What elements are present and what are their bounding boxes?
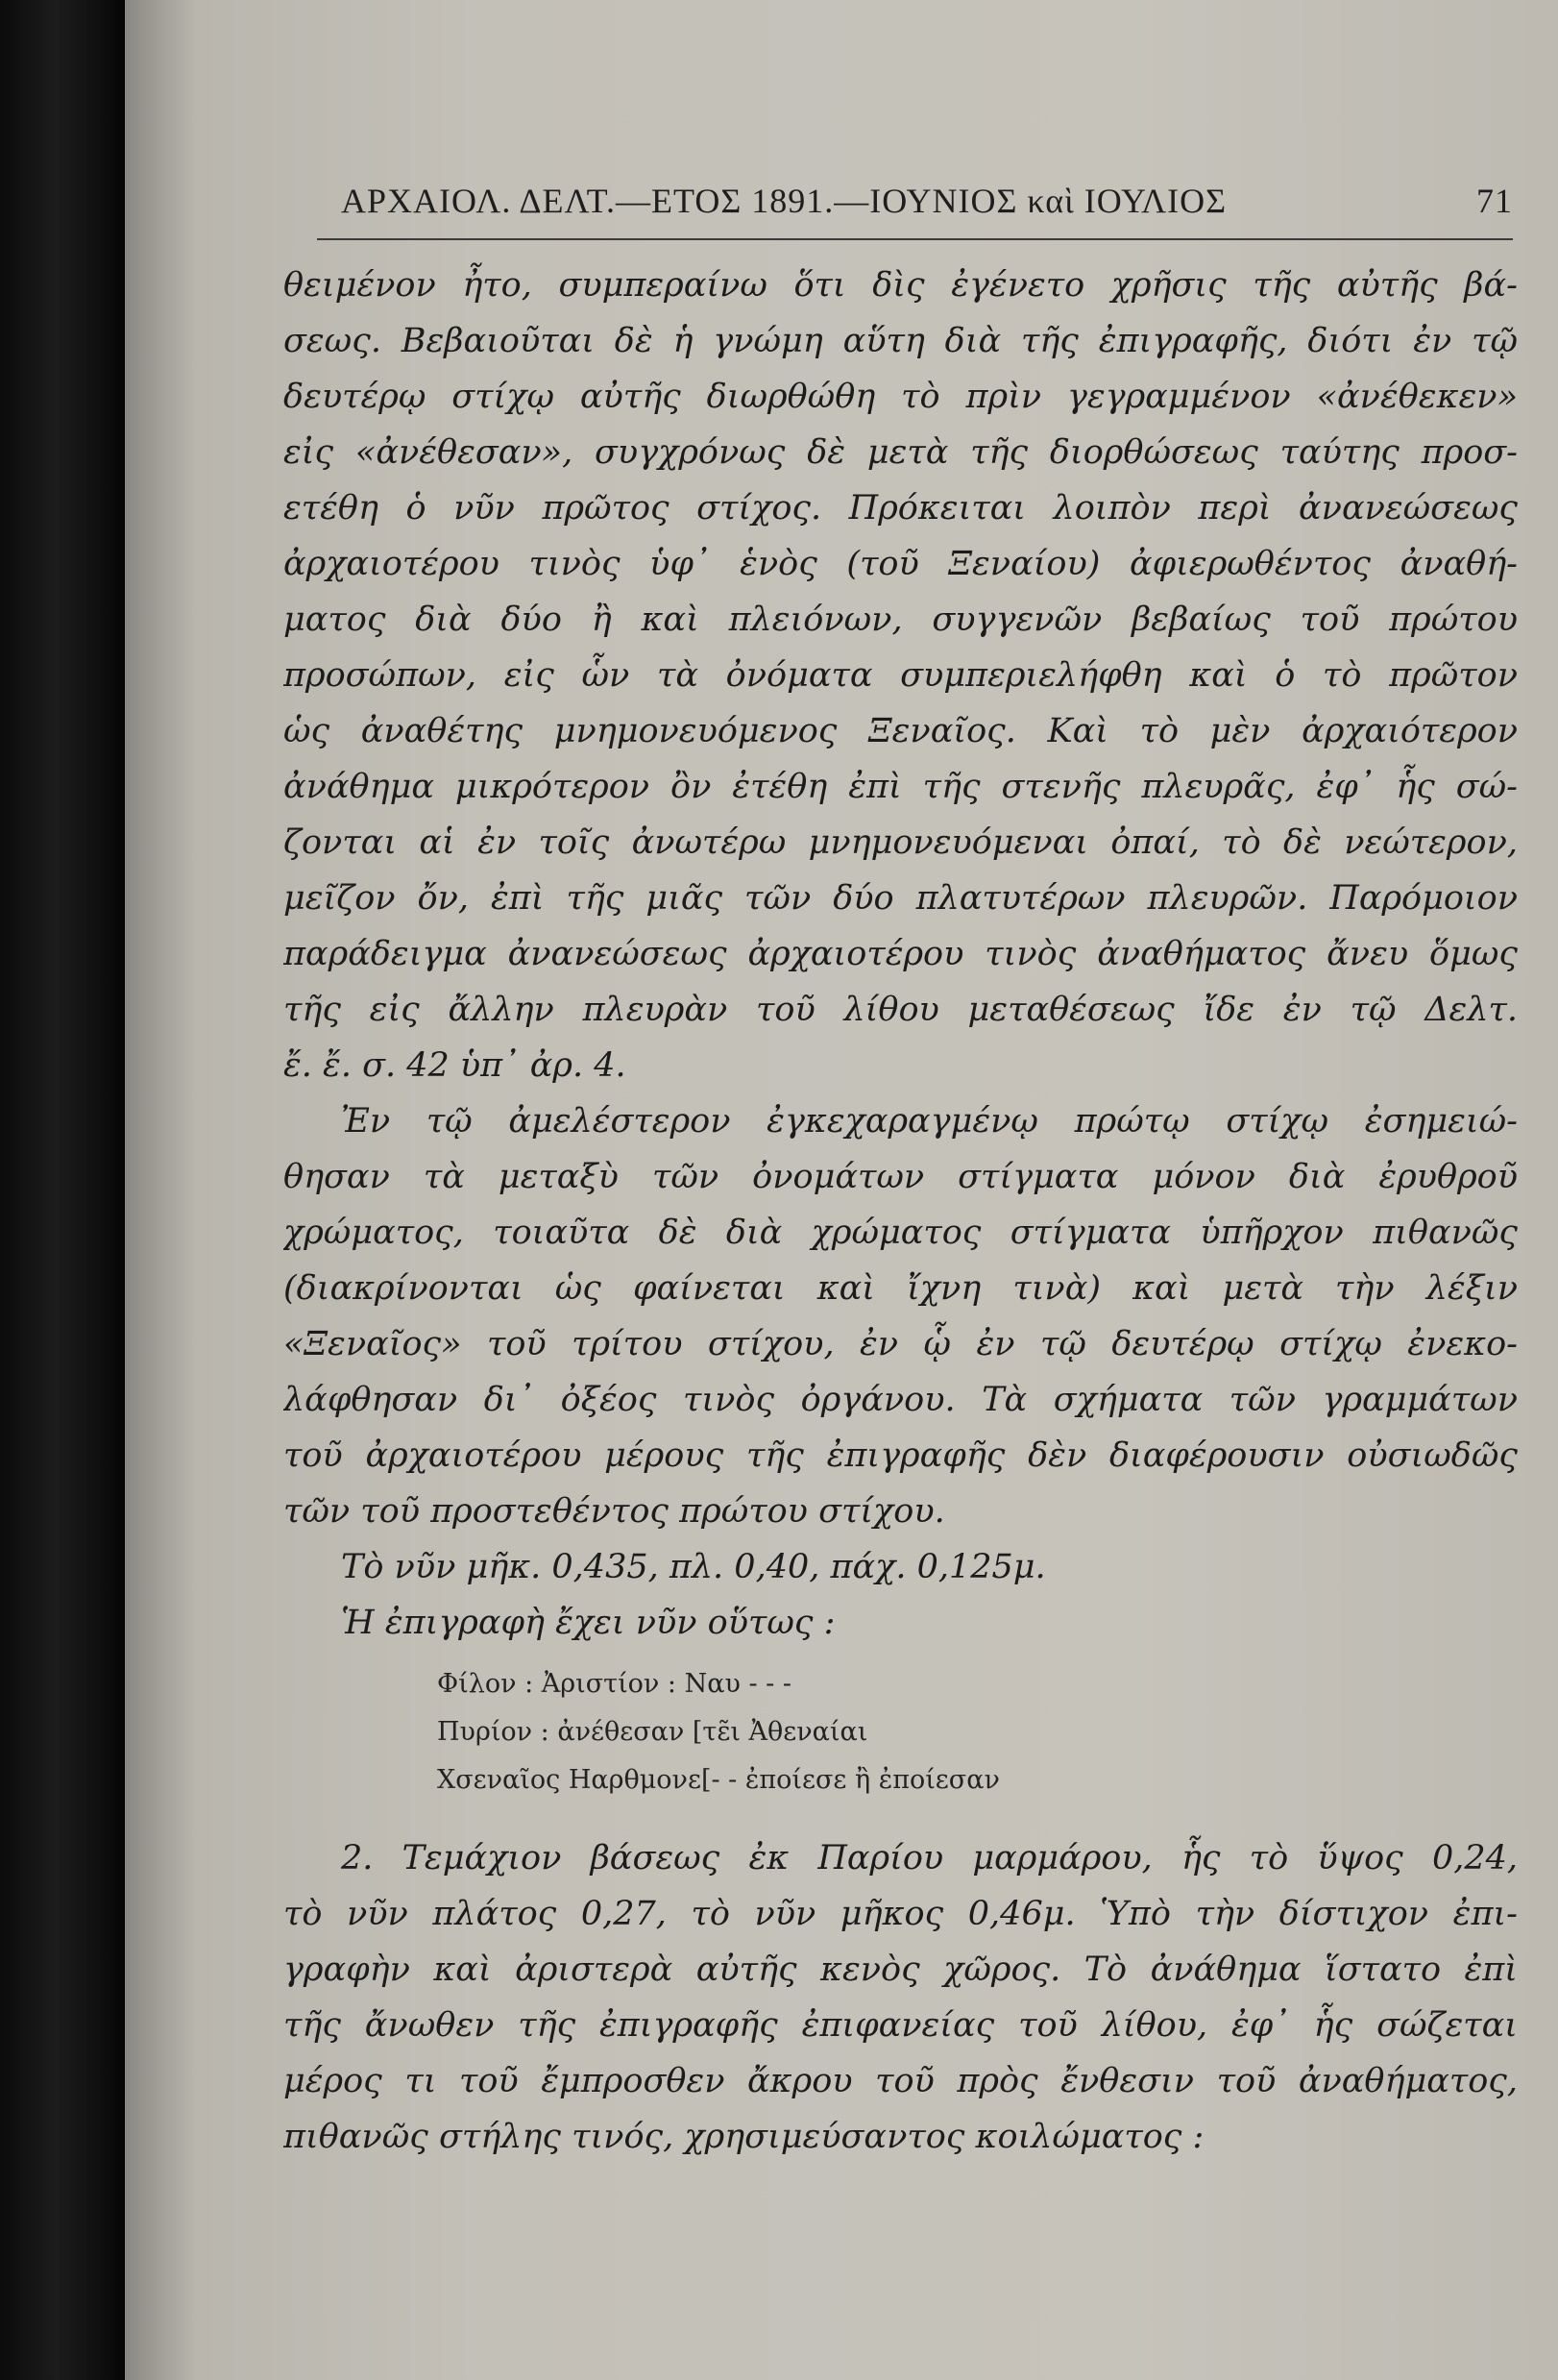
- dimensions-line: Τὸ νῦν μῆκ. 0,435, πλ. 0,40, πάχ. 0,125μ.: [341, 1548, 1046, 1586]
- book-binding-shadow: [0, 0, 125, 2380]
- text-line: πιθανῶς στήλης τινός, χρησιμεύσαντος κοιλώματος :: [283, 2118, 1205, 2156]
- text-line: «Ξεναῖος» τοῦ τρίτου στίχου, ἐν ᾧ ἐν τῷ δευτέρῳ στίχῳ ἐνεκο-: [283, 1325, 1518, 1363]
- text-line: ματος διὰ δύο ἢ καὶ πλειόνων, συγγενῶν βεβαίως τοῦ πρώτου: [283, 601, 1518, 639]
- text-line: τῆς ἄνωθεν τῆς ἐπιγραφῆς ἐπιφανείας τοῦ λίθου, ἐφ᾽ ἧς σώζεται: [283, 2006, 1518, 2045]
- text-line: σεως. Βεβαιοῦται δὲ ἡ γνώμη αὕτη διὰ τῆς ἐπιγραφῆς, διότι ἐν τῷ: [283, 322, 1518, 360]
- running-title: ΑΡΧΑΙΟΛ. ΔΕΛΤ.—ΕΤΟΣ 1891.—ΙΟΥΝΙΟΣ καὶ ΙΟΥΛΙΟΣ: [341, 182, 1228, 220]
- text-line: (διακρίνονται ὡς φαίνεται καὶ ἴχνη τινὰ) καὶ μετὰ τὴν λέξιν: [283, 1269, 1518, 1308]
- text-line: ἀνάθημα μικρότερον ὂν ἐτέθη ἐπὶ τῆς στενῆς πλευρᾶς, ἐφ᾽ ἧς σώ-: [283, 768, 1518, 806]
- text-line: τοῦ ἀρχαιοτέρου μέρους τῆς ἐπιγραφῆς δὲν διαφέρουσιν οὐσιωδῶς: [283, 1436, 1518, 1475]
- text-line: ζονται αἱ ἐν τοῖς ἀνωτέρω μνημονευόμεναι ὀπαί, τὸ δὲ νεώτερον,: [283, 823, 1518, 862]
- text-line: προσώπων, εἰς ὧν τὰ ὀνόματα συμπεριελήφθη καὶ ὁ τὸ πρῶτον: [283, 656, 1518, 695]
- book-page: [125, 0, 1558, 2380]
- text-line: γραφὴν καὶ ἀριστερὰ αὐτῆς κενὸς χῶρος. Τὸ ἀνάθημα ἵστατο ἐπὶ: [283, 1951, 1518, 1989]
- text-line: λάφθησαν δι᾽ ὀξέος τινὸς ὀργάνου. Τὰ σχήματα τῶν γραμμάτων: [283, 1381, 1518, 1419]
- text-line: Ἐν τῷ ἀμελέστερον ἐγκεχαραγμένῳ πρώτῳ στίχῳ ἐσημειώ-: [341, 1102, 1518, 1141]
- text-line: ἔ. ἔ. σ. 42 ὑπ᾽ ἀρ. 4.: [283, 1046, 626, 1085]
- text-line: θειμένον ἦτο, συμπεραίνω ὅτι δὶς ἐγένετο χρῆσις τῆς αὐτῆς βά-: [283, 266, 1518, 305]
- inscription-line: Φίλον : Ἀριστίον : Ναυ - - -: [437, 1669, 791, 1699]
- text-line: θησαν τὰ μεταξὺ τῶν ὀνομάτων στίγματα μόνον διὰ ἐρυθροῦ: [283, 1158, 1518, 1196]
- main-text: [283, 258, 1518, 1651]
- text-line: μέρος τι τοῦ ἔμπροσθεν ἄκρου τοῦ πρὸς ἔνθεσιν τοῦ ἀναθήματος,: [283, 2062, 1518, 2100]
- text-line: μεῖζον ὄν, ἐπὶ τῆς μιᾶς τῶν δύο πλατυτέρων πλευρῶν. Παρόμοιον: [283, 879, 1518, 918]
- paragraph-2: [283, 1093, 1518, 1539]
- text-line: δευτέρῳ στίχῳ αὐτῆς διωρθώθη τὸ πρὶν γεγραμμένον «ἀνέθεκεν»: [283, 378, 1518, 416]
- text-line: ὡς ἀναθέτης μνημονευόμενος Ξεναῖος. Καὶ τὸ μὲν ἀρχαιότερον: [283, 712, 1518, 750]
- page-header: [341, 181, 1513, 229]
- page-number: 71: [1476, 182, 1513, 220]
- text-line: 2. Τεμάχιον βάσεως ἐκ Παρίου μαρμάρου, ἧς τὸ ὕψος 0,24,: [341, 1839, 1518, 1877]
- text-line: ετέθη ὁ νῦν πρῶτος στίχος. Πρόκειται λοιπὸν περὶ ἀνανεώσεως: [283, 489, 1518, 528]
- inscription-line: Χσεναῖος Ηαρθμονε[- - ἐποίεσε ἢ ἐποίεσαν: [437, 1765, 1000, 1795]
- text-line: παράδειγμα ἀνανεώσεως ἀρχαιοτέρου τινὸς ἀναθήματος ἄνευ ὅμως: [283, 935, 1518, 973]
- text-line: χρώματος, τοιαῦτα δὲ διὰ χρώματος στίγματα ὑπῆρχον πιθανῶς: [283, 1214, 1518, 1252]
- header-rule: [317, 238, 1513, 240]
- inscription-transcription: [437, 1660, 1000, 1804]
- text-line: τῆς εἰς ἄλλην πλευρὰν τοῦ λίθου μεταθέσεως ἴδε ἐν τῷ Δελτ.: [283, 991, 1518, 1029]
- paragraph-1: [283, 258, 1518, 1093]
- section-2-text: [283, 1830, 1518, 2165]
- inscription-intro: Ἡ ἐπιγραφὴ ἔχει νῦν οὕτως :: [341, 1604, 836, 1642]
- text-line: εἰς «ἀνέθεσαν», συγχρόνως δὲ μετὰ τῆς διορθώσεως ταύτης προσ-: [283, 433, 1518, 472]
- inscription-line: Πυρίον : ἀνέθεσαν [τε̃ι Ἀθεναίαι: [437, 1717, 868, 1747]
- text-line: τὸ νῦν πλάτος 0,27, τὸ νῦν μῆκος 0,46μ. Ὑπὸ τὴν δίστιχον ἐπι-: [283, 1895, 1518, 1933]
- text-line: τῶν τοῦ προστεθέντος πρώτου στίχου.: [283, 1492, 945, 1531]
- text-line: ἀρχαιοτέρου τινὸς ὑφ᾽ ἑνὸς (τοῦ Ξεναίου) ἀφιερωθέντος ἀναθή-: [283, 545, 1518, 583]
